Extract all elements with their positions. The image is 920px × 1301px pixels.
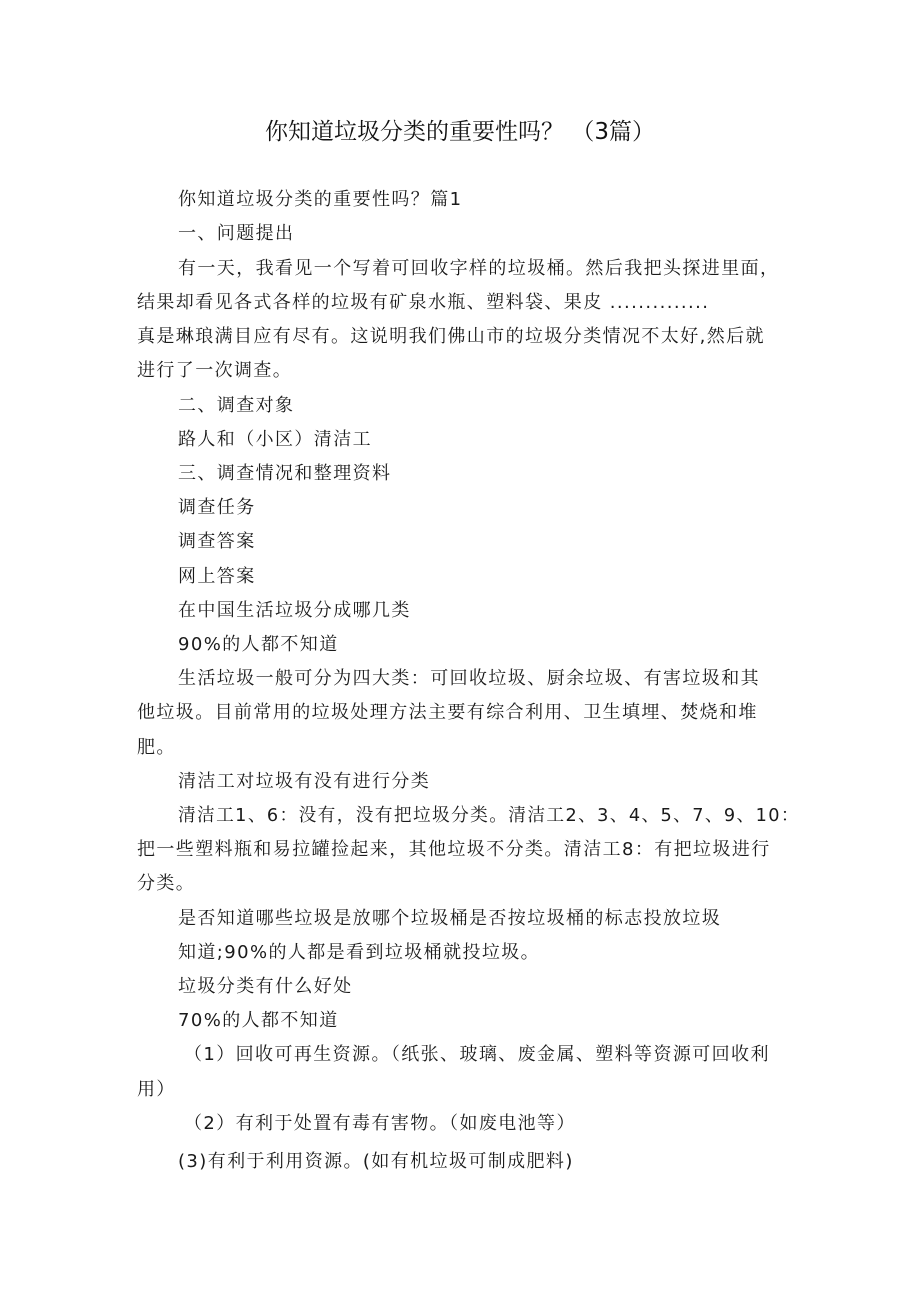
list-item: （1）回收可再生资源。（纸张、玻璃、废金属、塑料等资源可回收利 — [184, 1044, 770, 1065]
paragraph-line: 肥。 — [137, 737, 176, 758]
paragraph-line: 清洁工对垃圾有没有进行分类 — [178, 771, 431, 792]
paragraph-line: 在中国生活垃圾分成哪几类 — [178, 600, 411, 621]
paragraph-line: 是否知道哪些垃圾是放哪个垃圾桶是否按垃圾桶的标志投放垃圾 — [178, 908, 722, 929]
paragraph-line: 他垃圾。目前常用的垃圾处理方法主要有综合利用、卫生填埋、焚烧和堆 — [137, 702, 758, 723]
paragraph-line: 清洁工1、6：没有，没有把垃圾分类。清洁工2、3、4、5、7、9、10： — [178, 805, 800, 826]
document-title: 你知道垃圾分类的重要性吗？ （3篇） — [265, 119, 655, 145]
paragraph-line: 调查任务 — [178, 497, 256, 518]
paragraph-line: 分类。 — [137, 873, 196, 894]
list-item: (3)有利于利用资源。(如有机垃圾可制成肥料) — [178, 1151, 574, 1172]
heading-survey: 三、调查情况和整理资料 — [178, 463, 392, 484]
list-item: （2）有利于处置有毒有害物。（如废电池等） — [184, 1113, 576, 1134]
paragraph-line: 90%的人都不知道 — [178, 634, 339, 655]
paragraph-line: 有一天，我看见一个写着可回收字样的垃圾桶。然后我把头探进里面， — [178, 258, 780, 279]
paragraph-line: 结果却看见各式各样的垃圾有矿泉水瓶、塑料袋、果皮 .............. — [137, 292, 710, 313]
section-heading: 你知道垃圾分类的重要性吗？篇1 — [178, 189, 463, 210]
paragraph-line: 知道;90%的人都是看到垃圾桶就投垃圾。 — [178, 942, 541, 963]
list-item-continuation: 用） — [137, 1079, 176, 1100]
paragraph-line: 调查答案 — [178, 531, 256, 552]
paragraph-line: 垃圾分类有什么好处 — [178, 976, 353, 997]
paragraph-line: 生活垃圾一般可分为四大类：可回收垃圾、厨余垃圾、有害垃圾和其 — [178, 668, 760, 689]
paragraph-line: 进行了一次调查。 — [137, 360, 293, 381]
paragraph-line: 网上答案 — [178, 566, 256, 587]
heading-problem: 一、问题提出 — [178, 223, 295, 244]
paragraph-line: 路人和（小区）清洁工 — [178, 429, 372, 450]
heading-subject: 二、调查对象 — [178, 395, 295, 416]
paragraph-line: 把一些塑料瓶和易拉罐捡起来，其他垃圾不分类。清洁工8：有把垃圾进行 — [137, 839, 771, 860]
paragraph-line: 70%的人都不知道 — [178, 1010, 339, 1031]
paragraph-line: 真是琳琅满目应有尽有。这说明我们佛山市的垃圾分类情况不太好,然后就 — [137, 326, 765, 347]
